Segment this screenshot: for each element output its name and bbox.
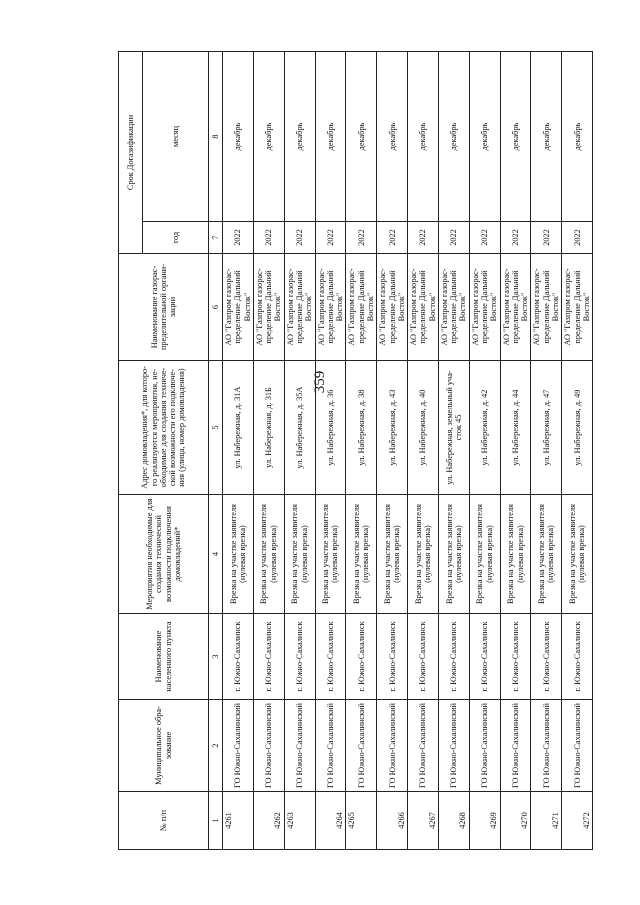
- settlement-cell: г. Южно-Сахалинск: [223, 614, 254, 700]
- table-row: [346, 52, 377, 850]
- year-cell: 2022: [253, 222, 284, 254]
- column-number-row: [209, 52, 223, 850]
- year-cell: 2022: [531, 222, 562, 254]
- header-address: Адрес домовладения*, для которо-го реализуются мероприятия, не-обходимые для создания техниче-ской возможности его подключе-ния (улица, номер домовладения): [119, 361, 209, 495]
- municipality-cell: ГО Южно-Сахалинский: [531, 700, 562, 792]
- address-cell: ул. Набережная, д. 42: [469, 361, 500, 495]
- municipality-cell: ГО Южно-Сахалинский: [438, 700, 469, 792]
- settlement-cell: г. Южно-Сахалинск: [438, 614, 469, 700]
- gasification-table: [118, 51, 593, 850]
- month-cell: декабрь: [408, 52, 439, 222]
- measures-cell: Врезка на участке заявителя (нулевая врезка): [346, 495, 377, 614]
- gas-org-cell: АО "Газпром газорас-пределение Дальний Восток": [253, 254, 284, 361]
- gas-org-cell: АО "Газпром газорас-пределение Дальний Восток": [223, 254, 254, 361]
- municipality-cell: ГО Южно-Сахалинский: [346, 700, 377, 792]
- table-row: [223, 52, 254, 850]
- year-cell: 2022: [408, 222, 439, 254]
- table-row: [315, 52, 346, 850]
- measures-cell: Врезка на участке заявителя (нулевая врезка): [562, 495, 593, 614]
- municipality-cell: ГО Южно-Сахалинский: [469, 700, 500, 792]
- measures-cell: Врезка на участке заявителя (нулевая врезка): [223, 495, 254, 614]
- row-number: 4268: [438, 792, 469, 850]
- table-row: [438, 52, 469, 850]
- address-cell: ул. Набережная, земельный уча-сток 45: [438, 361, 469, 495]
- column-number: 5: [209, 361, 223, 495]
- gas-org-cell: АО "Газпром газорас-пределение Дальний Восток": [377, 254, 408, 361]
- header-municipality: Муниципальное обра-зование: [119, 700, 209, 792]
- header-month: месяц: [143, 52, 209, 222]
- header-term: Срок Догазификации: [119, 52, 143, 254]
- row-number: 4272: [562, 792, 593, 850]
- month-cell: декабрь: [500, 52, 531, 222]
- row-number: 4270: [500, 792, 531, 850]
- year-cell: 2022: [500, 222, 531, 254]
- table-row: [377, 52, 408, 850]
- gas-org-cell: АО "Газпром газорас-пределение Дальний Восток": [346, 254, 377, 361]
- month-cell: декабрь: [438, 52, 469, 222]
- table-row: [500, 52, 531, 850]
- settlement-cell: г. Южно-Сахалинск: [531, 614, 562, 700]
- month-cell: декабрь: [315, 52, 346, 222]
- measures-cell: Врезка на участке заявителя (нулевая врезка): [284, 495, 315, 614]
- row-number: 4261: [223, 792, 254, 850]
- table-row: [562, 52, 593, 850]
- header-gas-org: Наименование газорас-пределительной органи-зации: [119, 254, 209, 361]
- table-row: [408, 52, 439, 850]
- column-number: 2: [209, 700, 223, 792]
- address-cell: ул. Набережная, д. 31Б: [253, 361, 284, 495]
- address-cell: ул. Набережная, д. 47: [531, 361, 562, 495]
- year-cell: 2022: [377, 222, 408, 254]
- settlement-cell: г. Южно-Сахалинск: [562, 614, 593, 700]
- municipality-cell: ГО Южно-Сахалинский: [284, 700, 315, 792]
- address-cell: ул. Набережная, д. 35А: [284, 361, 315, 495]
- measures-cell: Врезка на участке заявителя (нулевая врезка): [438, 495, 469, 614]
- month-cell: декабрь: [562, 52, 593, 222]
- measures-cell: Врезка на участке заявителя (нулевая врезка): [315, 495, 346, 614]
- header-number: № п/п: [119, 792, 209, 850]
- table-row: [253, 52, 284, 850]
- table-row: [531, 52, 562, 850]
- row-number: 4271: [531, 792, 562, 850]
- municipality-cell: ГО Южно-Сахалинский: [253, 700, 284, 792]
- address-cell: ул. Набережная, д. 31А: [223, 361, 254, 495]
- month-cell: декабрь: [223, 52, 254, 222]
- municipality-cell: ГО Южно-Сахалинский: [408, 700, 439, 792]
- measures-cell: Врезка на участке заявителя (нулевая врезка): [408, 495, 439, 614]
- address-cell: ул. Набережная, д. 38: [346, 361, 377, 495]
- year-cell: 2022: [469, 222, 500, 254]
- header-settlement: Наименование населенного пункта: [119, 614, 209, 700]
- year-cell: 2022: [438, 222, 469, 254]
- header-measures: Мероприятия необходимые для создания технической возможности подключения домовладений*: [119, 495, 209, 614]
- gas-org-cell: АО "Газпром газорас-пределение Дальний Восток": [315, 254, 346, 361]
- column-number: 7: [209, 222, 223, 254]
- row-number: 4265: [346, 792, 377, 850]
- column-number: 8: [209, 52, 223, 222]
- month-cell: декабрь: [346, 52, 377, 222]
- municipality-cell: ГО Южно-Сахалинский: [500, 700, 531, 792]
- page-number: 359: [312, 370, 328, 394]
- gas-org-cell: АО "Газпром газорас-пределение Дальний Восток": [531, 254, 562, 361]
- settlement-cell: г. Южно-Сахалинск: [284, 614, 315, 700]
- municipality-cell: ГО Южно-Сахалинский: [377, 700, 408, 792]
- row-number: 4266: [377, 792, 408, 850]
- measures-cell: Врезка на участке заявителя (нулевая врезка): [253, 495, 284, 614]
- address-cell: ул. Набережная, д. 40: [408, 361, 439, 495]
- column-number: 3: [209, 614, 223, 700]
- measures-cell: Врезка на участке заявителя (нулевая врезка): [377, 495, 408, 614]
- municipality-cell: ГО Южно-Сахалинский: [562, 700, 593, 792]
- gas-org-cell: АО "Газпром газорас-пределение Дальний Восток": [500, 254, 531, 361]
- settlement-cell: г. Южно-Сахалинск: [377, 614, 408, 700]
- header-year: год: [143, 222, 209, 254]
- settlement-cell: г. Южно-Сахалинск: [469, 614, 500, 700]
- row-number: 4264: [315, 792, 346, 850]
- municipality-cell: ГО Южно-Сахалинский: [223, 700, 254, 792]
- gas-org-cell: АО "Газпром газорас-пределение Дальний Восток": [438, 254, 469, 361]
- row-number: 4269: [469, 792, 500, 850]
- year-cell: 2022: [315, 222, 346, 254]
- column-number: 4: [209, 495, 223, 614]
- settlement-cell: г. Южно-Сахалинск: [346, 614, 377, 700]
- column-number: 6: [209, 254, 223, 361]
- row-number: 4263: [284, 792, 315, 850]
- settlement-cell: г. Южно-Сахалинск: [500, 614, 531, 700]
- measures-cell: Врезка на участке заявителя (нулевая врезка): [531, 495, 562, 614]
- table-row: [284, 52, 315, 850]
- rotated-table-container: [118, 52, 591, 850]
- address-cell: ул. Набережная, д. 43: [377, 361, 408, 495]
- month-cell: декабрь: [253, 52, 284, 222]
- year-cell: 2022: [562, 222, 593, 254]
- address-cell: ул. Набережная, д. 44: [500, 361, 531, 495]
- settlement-cell: г. Южно-Сахалинск: [253, 614, 284, 700]
- gas-org-cell: АО "Газпром газорас-пределение Дальний Восток": [562, 254, 593, 361]
- year-cell: 2022: [284, 222, 315, 254]
- month-cell: декабрь: [377, 52, 408, 222]
- gas-org-cell: АО "Газпром газорас-пределение Дальний Восток": [284, 254, 315, 361]
- gas-org-cell: АО "Газпром газорас-пределение Дальний Восток": [469, 254, 500, 361]
- year-cell: 2022: [223, 222, 254, 254]
- table-row: [469, 52, 500, 850]
- year-cell: 2022: [346, 222, 377, 254]
- measures-cell: Врезка на участке заявителя (нулевая врезка): [469, 495, 500, 614]
- column-number: 1: [209, 792, 223, 850]
- municipality-cell: ГО Южно-Сахалинский: [315, 700, 346, 792]
- row-number: 4267: [408, 792, 439, 850]
- settlement-cell: г. Южно-Сахалинск: [408, 614, 439, 700]
- gas-org-cell: АО "Газпром газорас-пределение Дальний Восток": [408, 254, 439, 361]
- address-cell: ул. Набережная, д. 36: [315, 361, 346, 495]
- month-cell: декабрь: [284, 52, 315, 222]
- month-cell: декабрь: [531, 52, 562, 222]
- header-row-top: [119, 52, 143, 850]
- month-cell: декабрь: [469, 52, 500, 222]
- row-number: 4262: [253, 792, 284, 850]
- measures-cell: Врезка на участке заявителя (нулевая врезка): [500, 495, 531, 614]
- address-cell: ул. Набережная, д. 49: [562, 361, 593, 495]
- settlement-cell: г. Южно-Сахалинск: [315, 614, 346, 700]
